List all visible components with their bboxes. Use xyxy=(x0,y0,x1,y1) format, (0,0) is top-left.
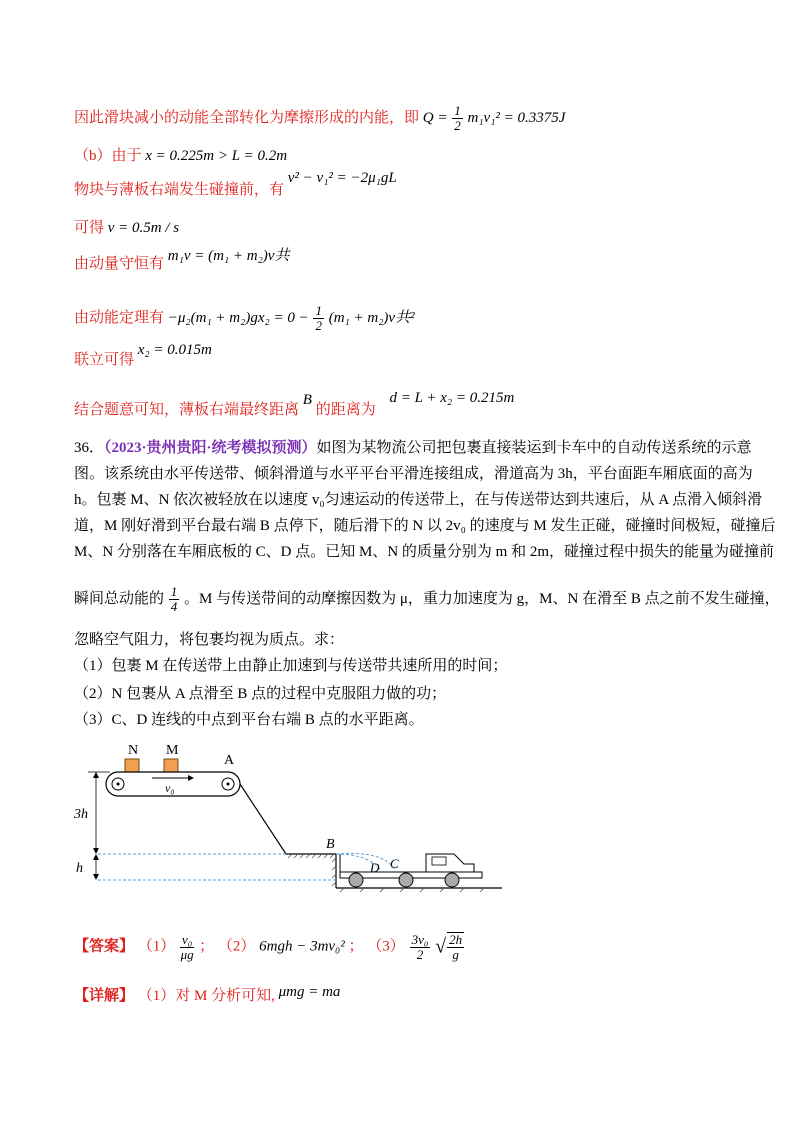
formula-kinematics: v² − v₁² = −2μ₁gL xyxy=(287,170,397,186)
answer-3: $\frac{\text{3v₀}}{2}$ √ $\frac{2h}{g}$ xyxy=(411,931,463,962)
solution-line-combine: 联立可得 x₂ = 0.015m xyxy=(74,342,212,368)
label-m: M xyxy=(166,743,179,758)
problem-line-3: h。包裹 M、N 依次被轻放在以速度 v₀匀速运动的传送带上，在与传送带达到共速后，从 A 点滑入倾斜滑 xyxy=(74,492,763,508)
label-a: A xyxy=(224,753,235,768)
problem-line-5: M、N 分别落在车厢底板的 C、D 点。已知 M、N 的质量分别为 m 和 2m，碰撞过程中损失的能量为碰撞前 xyxy=(74,544,775,560)
solution-line-work-energy: 由动能定理有 −μ₂(m₁ + m₂)gx₂ = 0 − $\frac{1}{2}$ (m₁ + m₂)v共² xyxy=(74,303,415,333)
label-b: B xyxy=(326,837,335,852)
wheel-rear xyxy=(349,873,363,887)
truck xyxy=(340,854,482,887)
wheel-front xyxy=(445,873,459,887)
question-1: （1）包裹 M 在传送带上由静止加速到与传送带共速所用的时间； xyxy=(74,658,508,674)
solution-line-final: 结合题意可知，薄板右端最终距离 B 的距离为 d = L + x₂ = 0.215m xyxy=(74,390,515,418)
wheel-middle xyxy=(399,873,413,887)
trajectory-c xyxy=(336,853,396,872)
label-d: D xyxy=(370,860,380,875)
problem-line-2: 图。该系统由水平传送带、倾斜滑道与水平平台平滑连接组成，滑道高为 3h，平台面距车厢底面的高为 xyxy=(74,466,753,482)
problem-line-1: 36．（2023·贵州贵阳·统考模拟预测）如图为某物流公司把包裹直接装运到卡车中的自动传送系统的示意 xyxy=(74,440,752,456)
slide-ramp xyxy=(240,784,286,854)
fraction-half: $\frac{1}{2}$ xyxy=(454,103,461,133)
solution-line-b: （b）由于 x = 0.225m > L = 0.2m xyxy=(74,148,288,164)
label-c: C xyxy=(390,856,399,871)
label-h: h xyxy=(76,861,83,876)
solution-line-energy: 因此滑块减小的动能全部转化为摩擦形成的内能，即 Q = $\frac{1}{2}$ m₁v₁² = 0.3375J xyxy=(74,103,566,133)
conveyor-diagram xyxy=(70,742,510,902)
formula-momentum: m₁v = (m₁ + m₂)v共 xyxy=(167,248,290,264)
package-m xyxy=(164,759,178,772)
detail-formula: μmg = ma xyxy=(278,984,341,1000)
formula-heat: Q = $\frac{1}{2}$ m₁v₁² = 0.3375J xyxy=(422,103,566,133)
question-3: （3）C、D 连线的中点到平台右端 B 点的水平距离。 xyxy=(74,712,424,728)
question-2: （2）N 包裹从 A 点滑至 B 点的过程中克服阻力做的功； xyxy=(74,686,447,702)
solution-line-momentum: 由动量守恒有 m₁v = (m₁ + m₂)v共 xyxy=(74,248,290,272)
answer-line: 【答案】 （1） $\frac{\text{v₀}}{\mu g}$ ； （2） 6mgh − 3mv₀² ； （3） $\frac{\text{3v₀}}{2}$ √ $\frac{2h}{g}$ xyxy=(74,932,465,962)
label-3h: 3h xyxy=(74,807,88,822)
problem-source: （2023·贵州贵阳·统考模拟预测） xyxy=(104,440,317,456)
answer-tag: 【答案】 xyxy=(74,938,135,955)
fraction-quarter: $\frac{1}{4}$ xyxy=(170,584,178,614)
formula-distance: d = L + x₂ = 0.215m xyxy=(389,390,515,406)
fraction-half-2: $\frac{1}{2}$ xyxy=(315,303,322,333)
problem-number: 36． xyxy=(74,440,105,456)
formula-compare: x = 0.225m > L = 0.2m xyxy=(145,148,288,164)
formula-x2: x₂ = 0.015m xyxy=(137,342,212,358)
label-n: N xyxy=(128,743,139,758)
answer-2: 6mgh − 3mv₀² xyxy=(259,938,345,955)
solution-line-velocity: 可得 v = 0.5m / s xyxy=(74,220,180,236)
solution-line-collision: 物块与薄板右端发生碰撞前，有 v² − v₁² = −2μ₁gL xyxy=(74,170,397,198)
problem-line-7: 忽略空气阻力，将包裹均视为质点。求： xyxy=(74,632,345,648)
answer-1: $\frac{\text{v₀}}{\mu g}$ xyxy=(180,931,194,962)
problem-line-6: 瞬间总动能的 $\frac{1}{4}$ 。M 与传送带间的动摩擦因数为 μ，重力加速度为 g，M、N 在滑至 B 点之前不发生碰撞， xyxy=(74,584,780,614)
detail-line: 【详解】 （1）对 M 分析可知, μmg = ma xyxy=(74,984,341,1004)
problem-line-4: 道，M 刚好滑到平台最右端 B 点停下，随后滑下的 N 以 2v₀ 的速度与 M 发生正碰，碰撞时间极短，碰撞后 xyxy=(74,518,776,534)
detail-tag: 【详解】 xyxy=(74,988,135,1004)
label-v0: v₀ xyxy=(165,781,175,795)
formula-work-energy: −μ₂(m₁ + m₂)gx₂ = 0 − $\frac{1}{2}$ (m₁ + m₂)v共² xyxy=(167,303,415,333)
package-n xyxy=(125,759,139,772)
formula-velocity: v = 0.5m / s xyxy=(107,220,180,236)
